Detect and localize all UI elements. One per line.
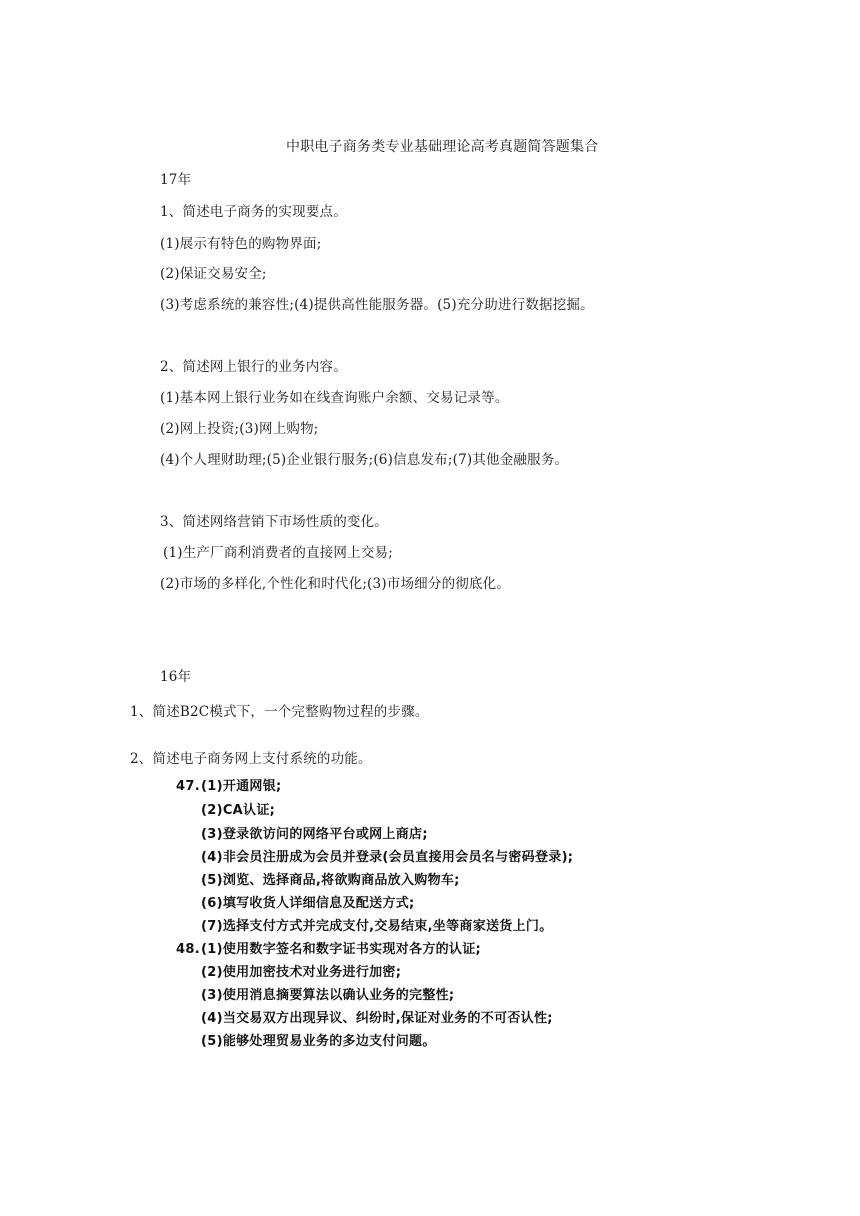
question-17-1: 1、简述电子商务的实现要点。 bbox=[160, 204, 347, 220]
answer-17-2-line-1: (1)基本网上银行业务如在线查询账户余额、交易记录等。 bbox=[160, 390, 509, 406]
answer-47-item-7: (7)选择支付方式并完成支付,交易结束,坐等商家送货上门。 bbox=[201, 919, 553, 934]
answer-48-item-4: (4)当交易双方出现异议、纠纷时,保证对业务的不可否认性; bbox=[201, 1011, 553, 1026]
answer-17-2-line-3: (4)个人理财助理;(5)企业银行服务;(6)信息发布;(7)其他金融服务。 bbox=[160, 452, 569, 468]
answer-17-3-line-1: (1)生产厂商利消费者的直接网上交易; bbox=[163, 545, 393, 561]
question-17-3: 3、简述网络营销下市场性质的变化。 bbox=[160, 514, 388, 530]
answer-48-item-2: (2)使用加密技术对业务进行加密; bbox=[201, 965, 402, 980]
answer-17-1-line-3: (3)考虑系统的兼容性;(4)提供高性能服务器。(5)充分助进行数据挖掘。 bbox=[160, 297, 594, 313]
answer-47-item-6: (6)填写收货人详细信息及配送方式; bbox=[201, 896, 415, 911]
question-16-1: 1、简述B2C模式下，一个完整购物过程的步骤。 bbox=[130, 704, 429, 720]
answer-47-item-3: (3)登录欲访问的网络平台或网上商店; bbox=[201, 827, 428, 842]
answer-number-48: 48. bbox=[176, 942, 200, 957]
document-title: 中职电子商务类专业基础理论高考真题简答题集合 bbox=[286, 139, 599, 155]
answer-17-1-line-1: (1)展示有特色的购物界面; bbox=[160, 236, 322, 252]
answer-48-item-1: (1)使用数字签名和数字证书实现对各方的认证; bbox=[201, 942, 482, 957]
question-17-2: 2、简述网上银行的业务内容。 bbox=[160, 359, 347, 375]
answer-47-item-4: (4)非会员注册成为会员并登录(会员直接用会员名与密码登录); bbox=[201, 850, 574, 865]
year-16-heading: 16年 bbox=[160, 669, 192, 685]
year-17-heading: 17年 bbox=[160, 172, 192, 188]
answer-47-item-2: (2)CA认证; bbox=[201, 803, 276, 818]
answer-number-47: 47. bbox=[176, 779, 200, 794]
answer-17-1-line-2: (2)保证交易安全; bbox=[160, 266, 267, 282]
answer-48-item-5: (5)能够处理贸易业务的多边支付问题。 bbox=[201, 1034, 436, 1049]
answer-17-3-line-2: (2)市场的多样化,个性化和时代化;(3)市场细分的彻底化。 bbox=[160, 576, 511, 592]
answer-48-item-3: (3)使用消息摘要算法以确认业务的完整性; bbox=[201, 988, 455, 1003]
question-16-2: 2、简述电子商务网上支付系统的功能。 bbox=[130, 751, 372, 767]
answer-47-item-1: (1)开通网银; bbox=[201, 779, 282, 794]
answer-17-2-line-2: (2)网上投资;(3)网上购物; bbox=[160, 421, 319, 437]
answer-47-item-5: (5)浏览、选择商品,将欲购商品放入购物车; bbox=[201, 873, 460, 888]
